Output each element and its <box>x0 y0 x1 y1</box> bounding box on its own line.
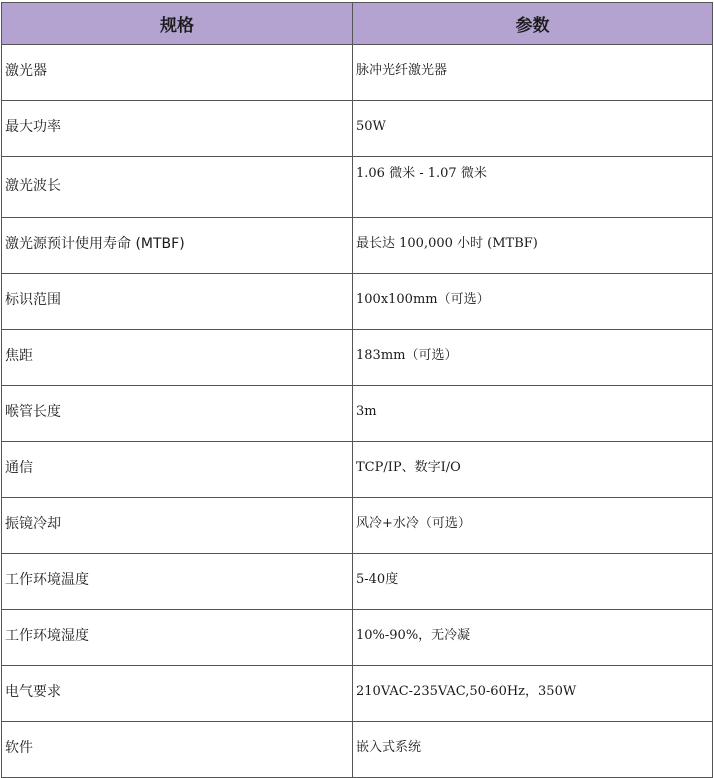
spec-name: 振镜冷却 <box>2 498 353 554</box>
header-value: 参数 <box>353 3 713 45</box>
spec-value: 1.06 微米 - 1.07 微米 <box>353 157 713 218</box>
spec-name: 标识范围 <box>2 274 353 330</box>
spec-value: 脉冲光纤激光器 <box>353 45 713 101</box>
spec-value: 3m <box>353 386 713 442</box>
table-row <box>2 610 713 666</box>
table-row <box>2 157 713 218</box>
spec-name: 电气要求 <box>2 666 353 722</box>
spec-value: 100x100mm（可选） <box>353 274 713 330</box>
spec-value: 嵌入式系统 <box>353 722 713 778</box>
spec-name: 最大功率 <box>2 101 353 157</box>
spec-name: 工作环境湿度 <box>2 610 353 666</box>
table-row <box>2 45 713 101</box>
spec-table <box>1 2 713 778</box>
spec-name: 激光源预计使用寿命 (MTBF) <box>2 218 353 274</box>
table-row <box>2 666 713 722</box>
spec-value: 183mm（可选） <box>353 330 713 386</box>
spec-value: 50W <box>353 101 713 157</box>
table-row <box>2 274 713 330</box>
spec-name: 激光波长 <box>2 157 353 218</box>
header-row <box>2 3 713 45</box>
table-row <box>2 330 713 386</box>
spec-name: 通信 <box>2 442 353 498</box>
table-row <box>2 554 713 610</box>
spec-name: 工作环境温度 <box>2 554 353 610</box>
spec-name: 激光器 <box>2 45 353 101</box>
spec-value: 最长达 100,000 小时 (MTBF) <box>353 218 713 274</box>
spec-value: 5-40度 <box>353 554 713 610</box>
spec-name: 喉管长度 <box>2 386 353 442</box>
spec-value: 风冷+水冷（可选） <box>353 498 713 554</box>
table-row <box>2 442 713 498</box>
header-spec: 规格 <box>2 3 353 45</box>
table-row <box>2 498 713 554</box>
spec-value: 10%-90%，无冷凝 <box>353 610 713 666</box>
spec-value: 210VAC-235VAC,50-60Hz，350W <box>353 666 713 722</box>
table-row <box>2 386 713 442</box>
spec-name: 焦距 <box>2 330 353 386</box>
spec-value: TCP/IP、数字I/O <box>353 442 713 498</box>
table-row <box>2 218 713 274</box>
table-row <box>2 101 713 157</box>
spec-name: 软件 <box>2 722 353 778</box>
table-row <box>2 722 713 778</box>
